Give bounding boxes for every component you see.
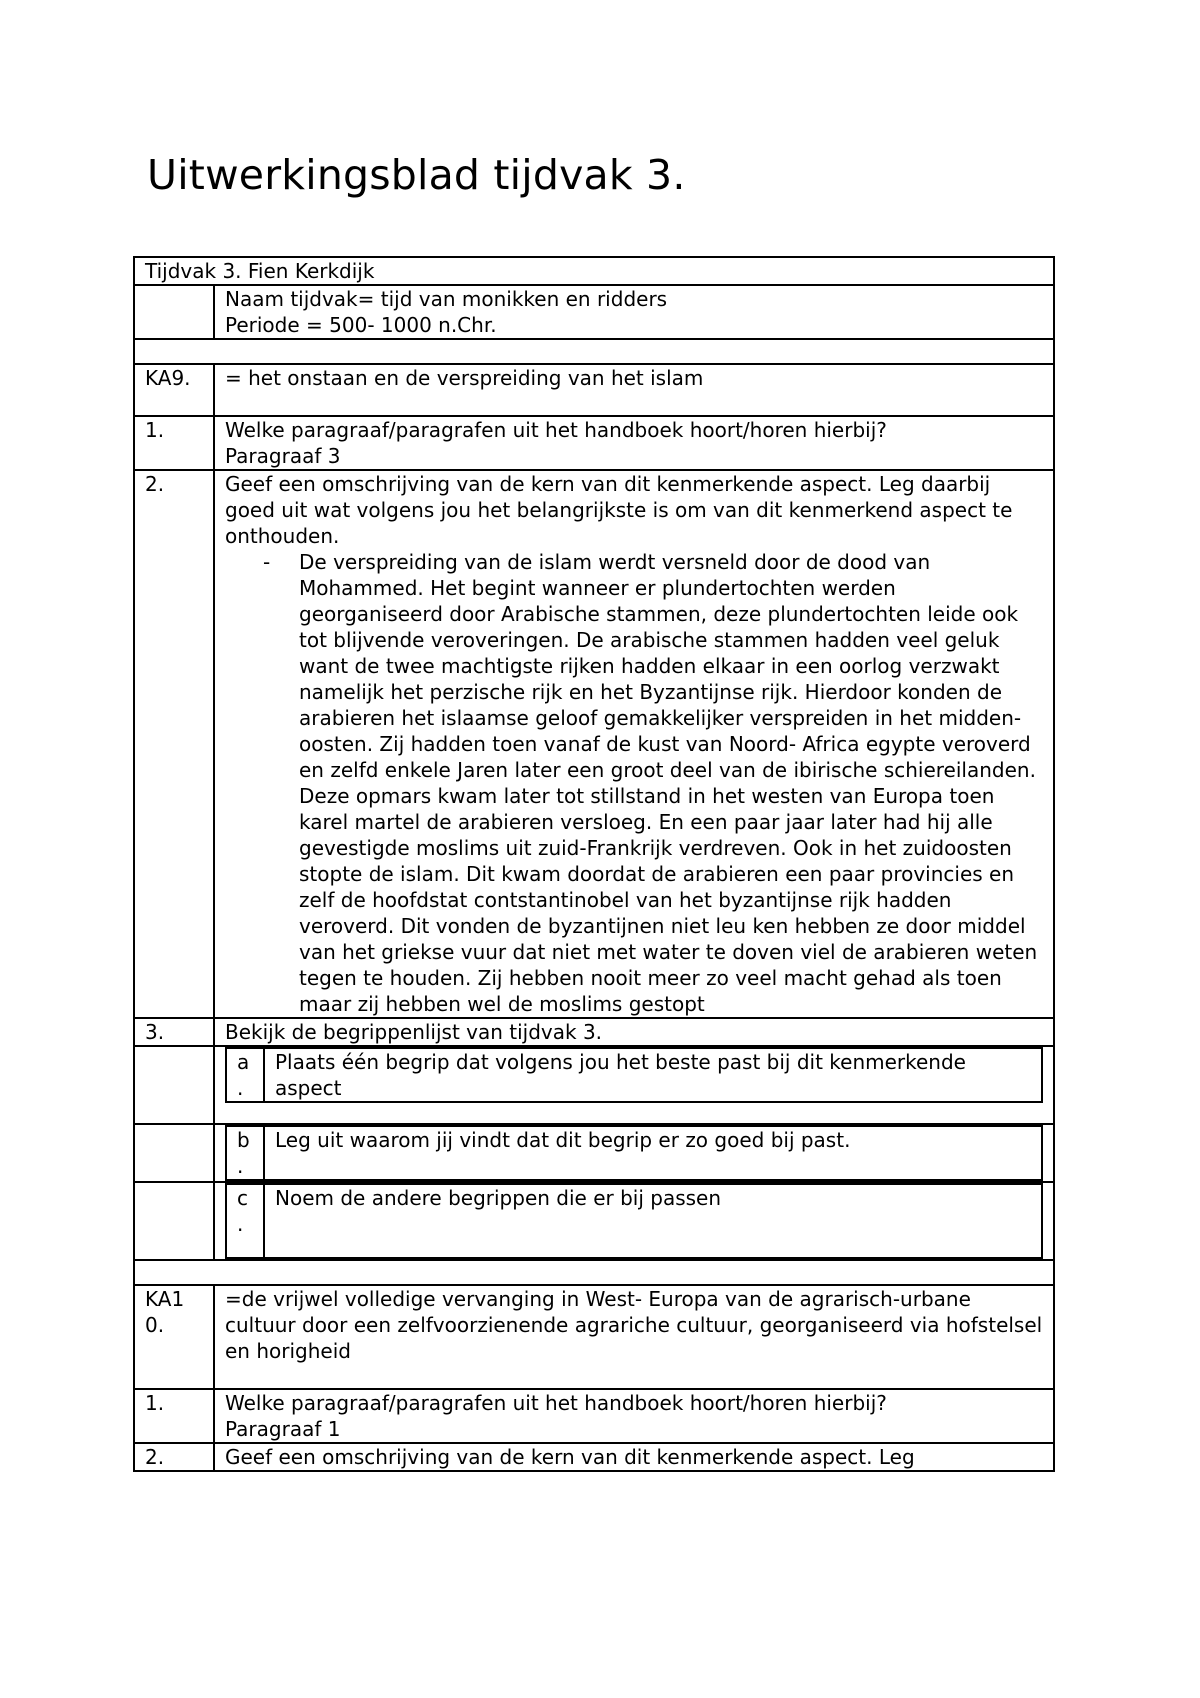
- ka9-q2-question: Geef een omschrijving van de kern van dit kenmerkende aspect. Leg daarbij goed uit wat volgens jou het belangrijkste is om van dit kenmerkend aspect te onthouden.: [225, 472, 1013, 548]
- q3c-text: Noem de andere begrippen die er bij passen: [264, 1184, 1042, 1258]
- q3b-letter: b .: [226, 1126, 264, 1180]
- worksheet-table: [133, 256, 1055, 1472]
- ka9-q3a-row: [134, 1046, 1054, 1124]
- ka9-row: [134, 364, 1054, 416]
- bullet-dash: -: [263, 550, 271, 574]
- ka10-q1-cell[interactable]: [214, 1389, 1054, 1443]
- ka9-q3b-row: [134, 1124, 1054, 1182]
- spacer-cell: [134, 1260, 1054, 1285]
- q3a-letter: a .: [226, 1048, 264, 1102]
- ka9-q3c-empty: [134, 1182, 214, 1260]
- ka9-q3b-empty: [134, 1124, 214, 1182]
- ka9-q3a-empty: [134, 1046, 214, 1124]
- spacer-row: [134, 1260, 1054, 1285]
- ka9-q2-cell[interactable]: [214, 470, 1054, 1018]
- ka9-q2-answer-item: [263, 549, 1043, 1017]
- q3c-letter: c .: [226, 1184, 264, 1258]
- ka10-description[interactable]: =de vrijwel volledige vervanging in West- Europa van de agrarisch-urbane cultuur door een zelfvoorzienende agrariche cultuur, georganiseerd via hofstelsel en horigheid: [214, 1285, 1054, 1389]
- ka9-q1-number: 1.: [134, 416, 214, 470]
- era-period: Periode = 500- 1000 n.Chr.: [225, 313, 497, 337]
- era-name: Naam tijdvak= tijd van monikken en ridders: [225, 287, 668, 311]
- ka9-q2-answer: De verspreiding van de islam werdt versneld door de dood van Mohammed. Het begint wanneer er plundertochten werden georganiseerd door Arabische stammen, deze plundertochten leide ook tot blijvende veroveringen. De arabische stammen hadden veel geluk want de twee machtigste rijken hadden elkaar in een oorlog verzwakt namelijk het perzische rijk en het Byzantijnse rijk. Hierdoor konden de arabieren het islaamse geloof gemakkelijker verspreiden in het midden-oosten. Zij hadden toen vanaf de kust van Noord- Africa egypte veroverd en zelfd enkele Jaren later een groot deel van de ibirische schiereilanden. Deze opmars kwam later tot stillstand in het westen van Europa toen karel martel de arabieren versloeg. En een paar jaar later had hij alle gevestigde moslims uit zuid-Frankrijk verdreven. Ook in het zuidoosten stopte de islam. Dit kwam doordat de arabieren een paar provincies en zelf de hoofdstat contstantinobel van het byzantijnse rijk hadden veroverd. Dit vonden de byzantijnen niet leu ken hebben ze door middel van het griekse vuur dat niet met water te doven viel de arabieren weten tegen te houden. Zij hebben nooit meer zo veel macht gehad als toen maar zij hebben wel de moslims gestopt: [299, 550, 1038, 1016]
- spacer-row: [134, 339, 1054, 364]
- ka10-q1-answer: Paragraaf 1: [225, 1417, 341, 1441]
- ka10-q2-question[interactable]: Geef een omschrijving van de kern van dit kenmerkende aspect. Leg: [214, 1443, 1054, 1471]
- ka9-q3c-row: [134, 1182, 1054, 1260]
- header-row: [134, 257, 1054, 285]
- ka9-q3-number: 3.: [134, 1018, 214, 1046]
- intro-cell[interactable]: [214, 285, 1054, 339]
- ka9-q3-row: [134, 1018, 1054, 1046]
- ka9-q2-number: 2.: [134, 470, 214, 1018]
- ka10-q1-row: [134, 1389, 1054, 1443]
- ka9-q1-answer: Paragraaf 3: [225, 444, 341, 468]
- page-title: Uitwerkingsblad tijdvak 3.: [147, 151, 686, 199]
- ka9-q1-question: Welke paragraaf/paragrafen uit het handboek hoort/horen hierbij?: [225, 418, 887, 442]
- ka10-q2-number: 2.: [134, 1443, 214, 1471]
- ka10-row: [134, 1285, 1054, 1389]
- ka10-q2-row: [134, 1443, 1054, 1471]
- q3a-text: Plaats één begrip dat volgens jou het beste past bij dit kenmerkende aspect: [264, 1048, 1042, 1102]
- ka9-q3b-cell[interactable]: [214, 1124, 1054, 1182]
- table-header: Tijdvak 3. Fien Kerkdijk: [134, 257, 1054, 285]
- ka10-q1-number: 1.: [134, 1389, 214, 1443]
- intro-empty-cell: [134, 285, 214, 339]
- ka10-code: KA1 0.: [134, 1285, 214, 1389]
- ka10-q1-question: Welke paragraaf/paragrafen uit het handboek hoort/horen hierbij?: [225, 1391, 887, 1415]
- ka9-q3a-cell[interactable]: [214, 1046, 1054, 1124]
- spacer-cell: [134, 339, 1054, 364]
- ka9-q3c-cell[interactable]: [214, 1182, 1054, 1260]
- ka9-q1-row: [134, 416, 1054, 470]
- ka9-q2-row: [134, 470, 1054, 1018]
- intro-row: [134, 285, 1054, 339]
- ka9-code: KA9.: [134, 364, 214, 416]
- ka9-q3-question: Bekijk de begrippenlijst van tijdvak 3.: [214, 1018, 1054, 1046]
- q3b-text: Leg uit waarom jij vindt dat dit begrip er zo goed bij past.: [264, 1126, 1042, 1180]
- ka9-description[interactable]: = het onstaan en de verspreiding van het islam: [214, 364, 1054, 416]
- ka9-q1-cell[interactable]: [214, 416, 1054, 470]
